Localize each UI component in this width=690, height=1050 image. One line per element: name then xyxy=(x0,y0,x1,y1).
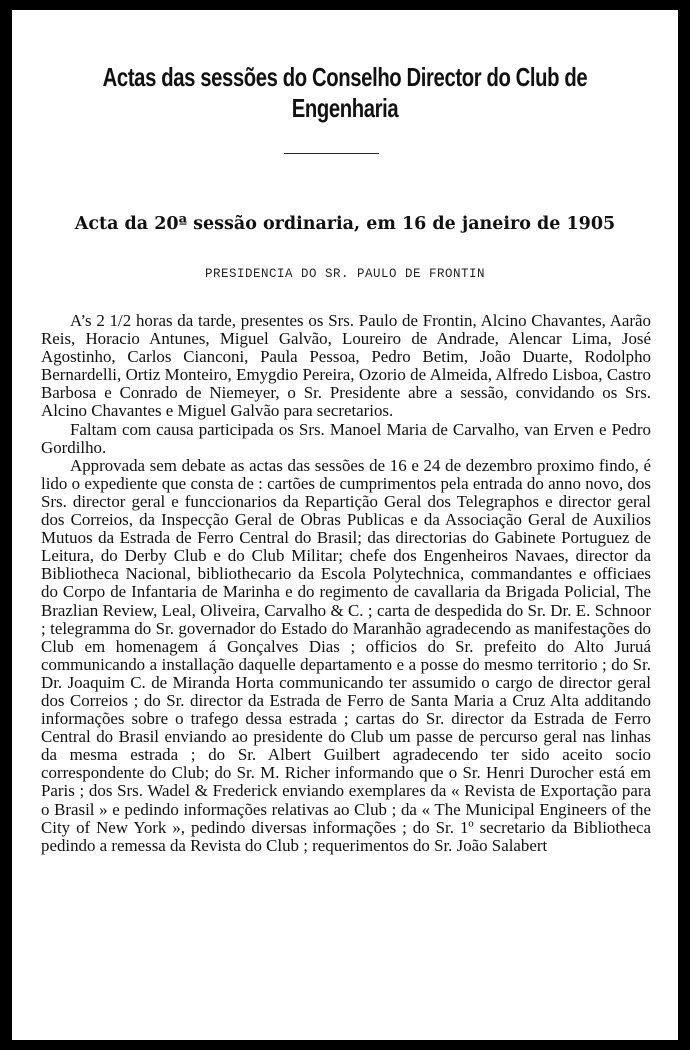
document-page xyxy=(12,10,678,1040)
paragraph-correspondence: Approvada sem debate as actas das sessões de 16 e 24 de dezembro proximo findo, é lido o expediente que consta de : cartões de cumprimentos pela entrada do anno novo, dos Srs. director geral e funccionarios da Repartição Geral dos Telegraphos e director geral dos Correios, da Inspecção Geral de Obras Publicas e da Associação Geral de Auxilios Mutuos da Estrada de Ferro Central do Brasil; das directorias do Gabinete Portuguez de Leitura, do Derby Club e do Club Militar; chefe dos Engenheiros Navaes, director da Bibliotheca Nacional, bibliothecario da Escola Polytechnica, commandantes e officiaes do Corpo de Infantaria de Marinha e do regimento de cavallaria da Brigada Policial, The Brazlian Review, Leal, Oliveira, Carvalho & C. ; carta de despedida do Sr. Dr. E. Schnoor ; telegramma do Sr. governador do Estado do Maranhão agradecendo as manifestações do Club em homenagem á Gonçalves Dias ; officios do Sr. prefeito do Alto Juruá communicando a installação daquelle departamento e a posse do mesmo territorio ; do Sr. Dr. Joaquim C. de Miranda Horta communicando ter assumido o cargo de director geral dos Correios ; do Sr. director da Estrada de Ferro de Santa Maria a Cruz Alta additando informações sobre o trafego dessa estrada ; cartas do Sr. director da Estrada de Ferro Central do Brasil enviando ao presidente do Club um passe de percurso geral nas linhas da mesma estrada ; do Sr. Albert Guilbert agradecendo ter sido aceito socio correspondente do Club; do Sr. M. Richer informando que o Sr. Henri Durocher está em Paris ; dos Srs. Wadel & Frederick enviando exemplares da « Revista de Exportação para o Brasil » e pedindo informações relativas ao Club ; da « The Municipal Engineers of the City of New York », pedindo diversas informações ; do Sr. 1º secretario da Bibliotheca pedindo a remessa da Revista do Club ; requerimentos do Sr. João Salabert xyxy=(41,455,651,855)
paragraph-absences: Faltam com causa participada os Srs. Manoel Maria de Carvalho, van Erven e Pedro Gordilho. xyxy=(41,419,651,457)
document-title: Actas das sessões do Conselho Director do Club de Engenharia xyxy=(102,62,588,123)
title-divider xyxy=(284,153,379,154)
session-heading: Acta da 20ª sessão ordinaria, em 16 de janeiro de 1905 xyxy=(74,214,616,234)
minutes-body xyxy=(41,312,651,855)
presidency-line: PRESIDENCIA DO SR. PAULO DE FRONTIN xyxy=(204,267,486,281)
paragraph-attendance: A’s 2 1/2 horas da tarde, presentes os Srs. Paulo de Frontin, Alcino Chavantes, Aarão Reis, Horacio Antunes, Miguel Galvão, Loureiro de Andrade, Alencar Lima, José Agostinho, Carlos Cianconi, Paula Pessoa, Pedro Betim, João Duarte, Rodolpho Bernardelli, Ortiz Monteiro, Emygdio Pereira, Ozorio de Almeida, Alfredo Lisboa, Castro Barbosa e Conrado de Niemeyer, o Sr. Presidente abre a sessão, convidando os Srs. Alcino Chavantes e Miguel Galvão para secretarios. xyxy=(41,311,651,421)
